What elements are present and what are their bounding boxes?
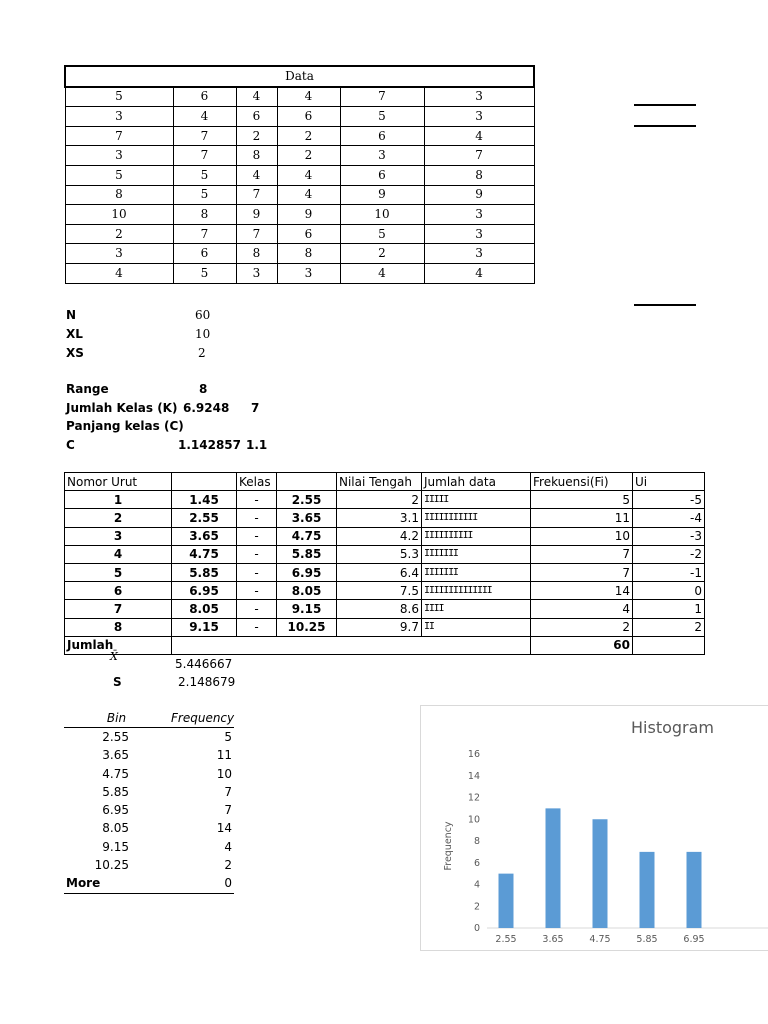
header-nilai-tengah: Nilai Tengah	[337, 473, 422, 491]
frequency-cell-ui: 0	[633, 582, 705, 600]
frequency-row	[65, 618, 705, 636]
bin-row	[64, 801, 234, 819]
x-tick-label: 3.65	[542, 934, 564, 945]
data-cell: 10	[340, 205, 424, 225]
frequency-cell-fi: 10	[531, 527, 633, 545]
data-row	[65, 87, 534, 107]
data-cell: 3	[424, 205, 534, 225]
xl-label: XL	[66, 327, 83, 341]
data-table-title: Data	[65, 66, 534, 87]
data-table	[64, 65, 535, 284]
range-label: Range	[66, 382, 109, 396]
frequency-cell-low: 5.85	[172, 563, 237, 581]
data-cell: 6	[173, 87, 236, 107]
data-cell: 2	[340, 244, 424, 264]
frequency-table	[64, 472, 705, 655]
bin-table-header	[64, 709, 234, 728]
data-cell: 2	[277, 146, 340, 166]
data-cell: 4	[277, 185, 340, 205]
frequency-cell-mid: 7.5	[337, 582, 422, 600]
data-cell: 7	[424, 146, 534, 166]
bin-value: 5.85	[102, 784, 129, 799]
frequency-cell-low: 9.15	[172, 618, 237, 636]
bin-frequency: 4	[224, 839, 232, 854]
x-tick-label: 6.95	[683, 934, 705, 945]
data-row	[65, 107, 534, 127]
data-cell: 5	[65, 87, 173, 107]
histogram-chart[interactable]	[420, 705, 768, 951]
frequency-cell-ui: -3	[633, 527, 705, 545]
frequency-cell-fi: 4	[531, 600, 633, 618]
frequency-cell-no: 2	[65, 509, 172, 527]
data-cell: 6	[236, 107, 277, 127]
data-row	[65, 224, 534, 244]
header-frequency: Frequency	[169, 709, 234, 728]
frequency-cell-low: 8.05	[172, 600, 237, 618]
frequency-cell-tally: IIII	[422, 600, 531, 618]
x-tick-label: 5.85	[636, 934, 658, 945]
data-cell: 3	[65, 146, 173, 166]
data-cell: 8	[173, 205, 236, 225]
data-row	[65, 165, 534, 185]
frequency-cell-low: 2.55	[172, 509, 237, 527]
data-cell: 3	[65, 107, 173, 127]
bin-frequency: 7	[224, 784, 232, 799]
bin-frequency: 7	[224, 803, 232, 818]
frequency-cell-mid: 6.4	[337, 563, 422, 581]
frequency-cell-ui: -1	[633, 563, 705, 581]
bin-value: More	[64, 875, 169, 894]
total-fi: 60	[531, 636, 633, 654]
histogram-bar[interactable]	[640, 852, 655, 928]
frequency-cell-ui: 2	[633, 618, 705, 636]
bin-row	[64, 765, 234, 783]
frequency-cell-tally: IIIIIII	[422, 545, 531, 563]
header-jumlah-data: Jumlah data	[422, 473, 531, 491]
frequency-row	[65, 582, 705, 600]
bin-row	[64, 856, 234, 874]
frequency-cell-fi: 2	[531, 618, 633, 636]
data-row	[65, 146, 534, 166]
data-cell: 9	[236, 205, 277, 225]
range-value: 8	[199, 382, 208, 396]
c-value: 1.142857	[178, 438, 242, 452]
data-cell: 5	[173, 263, 236, 283]
data-cell: 7	[236, 185, 277, 205]
frequency-cell-mid: 4.2	[337, 527, 422, 545]
data-cell: 6	[340, 165, 424, 185]
data-cell: 8	[277, 244, 340, 264]
frequency-cell-low: 4.75	[172, 545, 237, 563]
frequency-cell-ui: 1	[633, 600, 705, 618]
data-cell: 6	[277, 107, 340, 127]
data-cell: 4	[173, 107, 236, 127]
frequency-row	[65, 600, 705, 618]
header-nomor: Nomor Urut	[65, 473, 172, 491]
k-value: 6.9248	[183, 401, 230, 415]
bin-row	[64, 820, 234, 838]
frequency-cell-high: 10.25	[277, 618, 337, 636]
c-header: Panjang kelas (C)	[66, 419, 184, 433]
frequency-cell-dash: -	[237, 563, 277, 581]
data-row	[65, 185, 534, 205]
frequency-cell-dash: -	[237, 600, 277, 618]
frequency-cell-mid: 9.7	[337, 618, 422, 636]
data-cell: 4	[340, 263, 424, 283]
chart-title: Histogram	[631, 718, 714, 737]
frequency-cell-fi: 14	[531, 582, 633, 600]
data-row	[65, 126, 534, 146]
frequency-cell-low: 6.95	[172, 582, 237, 600]
edge-line	[634, 304, 696, 306]
frequency-cell-mid: 8.6	[337, 600, 422, 618]
data-cell: 3	[424, 107, 534, 127]
frequency-row	[65, 509, 705, 527]
n-value: 60	[195, 308, 211, 322]
frequency-cell-mid: 2	[337, 491, 422, 509]
frequency-cell-fi: 5	[531, 491, 633, 509]
frequency-cell-high: 3.65	[277, 509, 337, 527]
data-cell: 5	[65, 165, 173, 185]
data-row	[65, 205, 534, 225]
data-cell: 4	[65, 263, 173, 283]
frequency-cell-tally: IIIIIII	[422, 563, 531, 581]
data-cell: 4	[277, 87, 340, 107]
data-cell: 10	[65, 205, 173, 225]
bin-row	[64, 783, 234, 801]
chart-plot	[421, 706, 768, 950]
header-kelas: Kelas	[237, 473, 277, 491]
frequency-total-row	[65, 636, 705, 654]
n-label: N	[66, 308, 77, 322]
data-cell: 4	[424, 263, 534, 283]
frequency-cell-dash: -	[237, 509, 277, 527]
frequency-cell-fi: 7	[531, 545, 633, 563]
bin-frequency: 10	[216, 766, 232, 781]
y-tick-label: 14	[467, 770, 480, 782]
bin-value: 9.15	[102, 839, 129, 854]
mean-symbol: X̄	[110, 650, 118, 663]
header-blank	[172, 473, 237, 491]
header-bin: Bin	[64, 709, 169, 728]
frequency-cell-tally: IIIIIIIIIII	[422, 509, 531, 527]
frequency-cell-fi: 11	[531, 509, 633, 527]
total-blank	[633, 636, 705, 654]
data-cell: 7	[173, 146, 236, 166]
data-cell: 2	[65, 224, 173, 244]
data-cell: 4	[424, 126, 534, 146]
bin-frequency: 14	[216, 821, 232, 836]
c-label: C	[66, 438, 75, 452]
data-cell: 5	[340, 107, 424, 127]
frequency-cell-tally: IIIIIIIIIIIIII	[422, 582, 531, 600]
bin-frequency: 5	[224, 729, 232, 744]
bin-value: 6.95	[102, 803, 129, 818]
total-label: Jumlah	[65, 636, 172, 654]
data-cell: 4	[277, 165, 340, 185]
histogram-bar[interactable]	[546, 808, 561, 928]
bin-value: 8.05	[102, 821, 129, 836]
data-cell: 5	[340, 224, 424, 244]
frequency-table-header	[65, 473, 705, 491]
data-cell: 2	[236, 126, 277, 146]
bin-value: 2.55	[102, 729, 129, 744]
data-cell: 6	[173, 244, 236, 264]
y-tick-label: 4	[473, 879, 480, 891]
bin-row	[64, 838, 234, 856]
frequency-cell-mid: 5.3	[337, 545, 422, 563]
data-cell: 7	[173, 126, 236, 146]
frequency-row	[65, 545, 705, 563]
frequency-cell-dash: -	[237, 582, 277, 600]
x-tick-label: 4.75	[589, 934, 611, 945]
bin-table	[64, 709, 234, 894]
frequency-cell-tally: IIIIIIIIII	[422, 527, 531, 545]
xs-value: 2	[198, 346, 206, 360]
histogram-bar[interactable]	[593, 819, 608, 928]
data-cell: 8	[65, 185, 173, 205]
data-cell: 3	[236, 263, 277, 283]
edge-line	[634, 104, 696, 106]
data-cell: 3	[424, 224, 534, 244]
bin-frequency: 0	[169, 875, 234, 894]
data-cell: 7	[236, 224, 277, 244]
data-cell: 4	[236, 165, 277, 185]
data-cell: 5	[173, 185, 236, 205]
data-cell: 6	[277, 224, 340, 244]
bin-frequency: 11	[216, 748, 232, 763]
frequency-cell-no: 8	[65, 618, 172, 636]
frequency-cell-no: 4	[65, 545, 172, 563]
frequency-cell-high: 4.75	[277, 527, 337, 545]
data-cell: 8	[236, 244, 277, 264]
data-cell: 2	[277, 126, 340, 146]
y-tick-label: 2	[473, 901, 480, 913]
frequency-cell-high: 5.85	[277, 545, 337, 563]
data-row	[65, 263, 534, 283]
c-rounded: 1.1	[246, 438, 268, 452]
bin-row	[64, 747, 234, 765]
data-cell: 3	[277, 263, 340, 283]
frequency-cell-fi: 7	[531, 563, 633, 581]
bin-value: 10.25	[94, 858, 129, 873]
data-cell: 3	[65, 244, 173, 264]
frequency-cell-high: 9.15	[277, 600, 337, 618]
frequency-cell-tally: IIIII	[422, 491, 531, 509]
header-frekuensi: Frekuensi(Fi)	[531, 473, 633, 491]
data-cell: 3	[340, 146, 424, 166]
bin-value: 3.65	[102, 748, 129, 763]
x-tick-label: 2.55	[495, 934, 517, 945]
frequency-row	[65, 527, 705, 545]
y-tick-label: 10	[467, 814, 480, 826]
frequency-cell-no: 7	[65, 600, 172, 618]
data-cell: 3	[424, 244, 534, 264]
frequency-cell-low: 1.45	[172, 491, 237, 509]
data-cell: 3	[424, 87, 534, 107]
mean-value: 5.446667	[175, 657, 233, 671]
frequency-cell-no: 3	[65, 527, 172, 545]
histogram-bar[interactable]	[499, 874, 514, 928]
frequency-cell-ui: -2	[633, 545, 705, 563]
s-value: 2.148679	[178, 675, 236, 689]
frequency-cell-ui: -4	[633, 509, 705, 527]
data-cell: 8	[236, 146, 277, 166]
data-cell: 5	[173, 165, 236, 185]
frequency-cell-dash: -	[237, 527, 277, 545]
data-cell: 6	[340, 126, 424, 146]
y-tick-label: 0	[473, 923, 480, 934]
header-ui: Ui	[633, 473, 705, 491]
data-cell: 9	[424, 185, 534, 205]
frequency-cell-high: 2.55	[277, 491, 337, 509]
edge-line	[634, 125, 696, 127]
y-tick-label: 8	[473, 836, 480, 847]
xs-label: XS	[66, 346, 84, 360]
y-tick-label: 12	[467, 792, 480, 804]
data-cell: 4	[236, 87, 277, 107]
frequency-cell-no: 1	[65, 491, 172, 509]
k-rounded: 7	[251, 401, 260, 415]
frequency-cell-mid: 3.1	[337, 509, 422, 527]
frequency-cell-dash: -	[237, 545, 277, 563]
data-cell: 7	[340, 87, 424, 107]
frequency-cell-high: 6.95	[277, 563, 337, 581]
y-axis-label: Frequency	[443, 821, 454, 871]
data-cell: 7	[65, 126, 173, 146]
frequency-cell-tally: II	[422, 618, 531, 636]
total-blank	[172, 636, 531, 654]
xl-value: 10	[195, 327, 211, 341]
k-label: Jumlah Kelas (K)	[66, 401, 178, 415]
frequency-cell-no: 5	[65, 563, 172, 581]
frequency-cell-no: 6	[65, 582, 172, 600]
bin-row	[64, 875, 234, 894]
bin-value: 4.75	[102, 766, 129, 781]
bin-row	[64, 728, 234, 747]
data-cell: 8	[424, 165, 534, 185]
data-cell: 7	[173, 224, 236, 244]
y-tick-label: 6	[473, 857, 480, 869]
header-blank	[277, 473, 337, 491]
y-tick-label: 16	[467, 749, 480, 760]
frequency-row	[65, 491, 705, 509]
data-row	[65, 244, 534, 264]
frequency-cell-dash: -	[237, 491, 277, 509]
frequency-row	[65, 563, 705, 581]
data-cell: 9	[277, 205, 340, 225]
data-cell: 9	[340, 185, 424, 205]
frequency-cell-low: 3.65	[172, 527, 237, 545]
histogram-bar[interactable]	[687, 852, 702, 928]
frequency-cell-dash: -	[237, 618, 277, 636]
frequency-cell-high: 8.05	[277, 582, 337, 600]
frequency-cell-ui: -5	[633, 491, 705, 509]
s-label: S	[113, 675, 122, 689]
bin-frequency: 2	[224, 858, 232, 873]
